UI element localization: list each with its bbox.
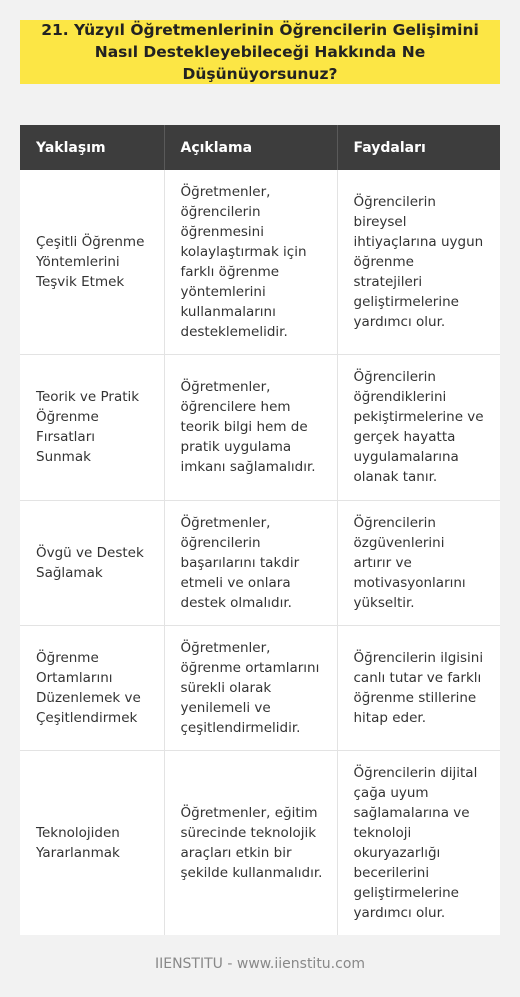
cell-approach: Teknolojiden Yararlanmak bbox=[20, 750, 164, 935]
table-header-row bbox=[20, 125, 500, 170]
cell-benefits: Öğrencilerin dijital çağa uyum sağlamalarına ve teknoloji okuryazarlığı becerilerini geliştirmelerine yardımcı olur. bbox=[337, 750, 500, 935]
cell-benefits: Öğrencilerin öğrendiklerini pekiştirmelerine ve gerçek hayatta uygulamalarına olanak tanır. bbox=[337, 354, 500, 500]
column-header-description: Açıklama bbox=[164, 125, 337, 170]
cell-benefits: Öğrencilerin bireysel ihtiyaçlarına uygun öğrenme stratejileri geliştirmelerine yardımcı olur. bbox=[337, 170, 500, 354]
cell-description: Öğretmenler, öğrencilere hem teorik bilgi hem de pratik uygulama imkanı sağlamalıdır. bbox=[164, 354, 337, 500]
cell-description: Öğretmenler, öğrenme ortamlarını sürekli olarak yenilemeli ve çeşitlendirmelidir. bbox=[164, 625, 337, 750]
page-title: 21. Yüzyıl Öğretmenlerinin Öğrencilerin Gelişimini Nasıl Destekleyebileceği Hakkında Ne Düşünüyorsunuz? bbox=[41, 21, 479, 83]
table-row bbox=[20, 500, 500, 625]
cell-approach: Övgü ve Destek Sağlamak bbox=[20, 500, 164, 625]
cell-benefits: Öğrencilerin ilgisini canlı tutar ve farklı öğrenme stillerine hitap eder. bbox=[337, 625, 500, 750]
table-row bbox=[20, 625, 500, 750]
column-header-approach: Yaklaşım bbox=[20, 125, 164, 170]
cell-approach: Çeşitli Öğrenme Yöntemlerini Teşvik Etmek bbox=[20, 170, 164, 354]
cell-description: Öğretmenler, öğrencilerin öğrenmesini kolaylaştırmak için farklı öğrenme yöntemlerini kullanmalarını desteklemelidir. bbox=[164, 170, 337, 354]
cell-approach: Teorik ve Pratik Öğrenme Fırsatları Sunmak bbox=[20, 354, 164, 500]
cell-description: Öğretmenler, öğrencilerin başarılarını takdir etmeli ve onlara destek olmalıdır. bbox=[164, 500, 337, 625]
footer-credit: IIENSTITU - www.iienstitu.com bbox=[154, 956, 366, 972]
table-row bbox=[20, 170, 500, 354]
cell-description: Öğretmenler, eğitim sürecinde teknolojik araçları etkin bir şekilde kullanmalıdır. bbox=[164, 750, 337, 935]
comparison-table bbox=[20, 125, 500, 935]
comparison-table-container bbox=[20, 125, 500, 935]
cell-benefits: Öğrencilerin özgüvenlerini artırır ve motivasyonlarını yükseltir. bbox=[337, 500, 500, 625]
table-row bbox=[20, 354, 500, 500]
table-row bbox=[20, 750, 500, 935]
column-header-benefits: Faydaları bbox=[337, 125, 500, 170]
title-banner bbox=[20, 20, 500, 84]
cell-approach: Öğrenme Ortamlarını Düzenlemek ve Çeşitlendirmek bbox=[20, 625, 164, 750]
